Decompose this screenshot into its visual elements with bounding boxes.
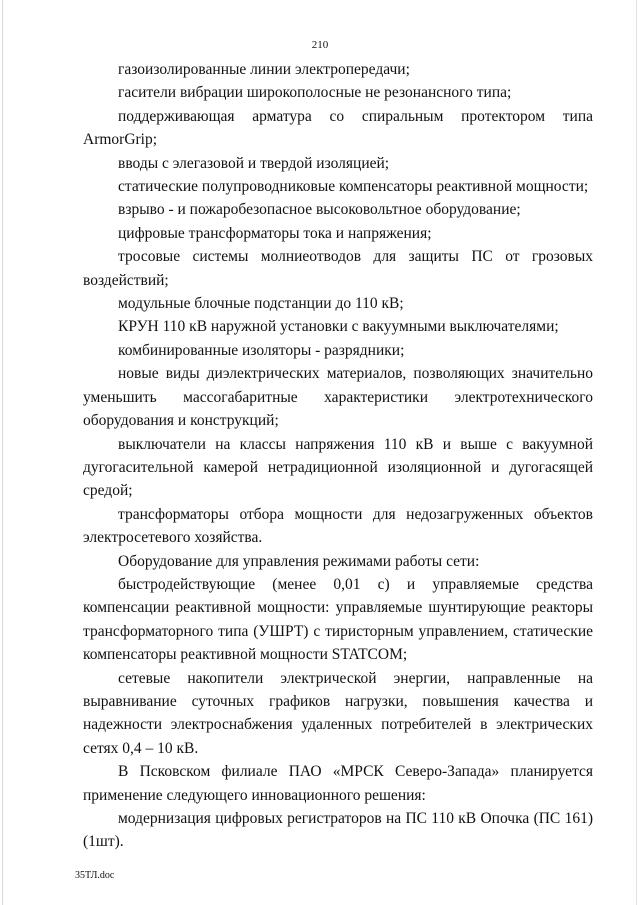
scan-edge-left — [2, 0, 3, 905]
paragraph: сетевые накопители электрической энергии, направленные на выравнивание суточных графиков нагрузки, повышения качества и надежности электроснабжения удаленных потребителей в электрических сетях 0,4 – 10 кВ. — [83, 669, 593, 757]
paragraph: тросовые системы молниеотводов для защиты ПС от грозовых воздействий; — [83, 248, 593, 289]
paragraph: выключатели на классы напряжения 110 кВ и выше с вакуумной дугогасительной камерой нетрадиционной изоляционной и дугогасящей средой; — [83, 435, 593, 500]
footer-filename: 35ТЛ.doc — [75, 870, 115, 881]
body-text — [83, 58, 593, 854]
page-number: 210 — [311, 39, 329, 51]
paragraph: цифровые трансформаторы тока и напряжения; — [118, 224, 432, 242]
paragraph: гасители вибрации широкополосные не резонансного типа; — [118, 84, 512, 102]
paragraph: КРУН 110 кВ наружной установки с вакуумными выключателями; — [118, 318, 559, 336]
paragraph: поддерживающая арматура со спиральным протектором типа ArmorGrip; — [83, 107, 593, 149]
paragraph: трансформаторы отбора мощности для недозагруженных объектов электросетевого хозяйства. — [83, 505, 593, 547]
paragraph: Оборудование для управления режимами работы сети: — [118, 552, 480, 570]
paragraph: вводы с элегазовой и твердой изоляцией; — [118, 154, 390, 172]
paragraph: статические полупроводниковые компенсаторы реактивной мощности; — [118, 178, 589, 196]
scan-edge-right — [636, 0, 637, 905]
paragraph: модульные блочные подстанции до 110 кВ; — [118, 295, 404, 313]
paragraph: быстродействующие (менее 0,01 с) и управляемые средства компенсации реактивной мощности: управляемые шунтирующие реакторы трансформаторного типа (УШРТ) с тиристорным управлением, статические компенсаторы реактивной мощности STATCOM; — [83, 575, 593, 664]
paragraph: модернизация цифровых регистраторов на ПС 110 кВ Опочка (ПС 161) (1шт). — [83, 810, 593, 851]
paragraph: новые виды диэлектрических материалов, позволяющих значительно уменьшить массогабаритные характеристики электротехнического оборудования и конструкций; — [83, 365, 593, 430]
paragraph: В Псковском филиале ПАО «МРСК Северо-Запада» планируется применение следующего инновационного решения: — [83, 763, 593, 804]
paragraph: газоизолированные линии электропередачи; — [118, 61, 410, 78]
paragraph: комбинированные изоляторы - разрядники; — [118, 341, 405, 359]
paragraph: взрыво - и пожаробезопасное высоковольтное оборудование; — [118, 201, 521, 219]
